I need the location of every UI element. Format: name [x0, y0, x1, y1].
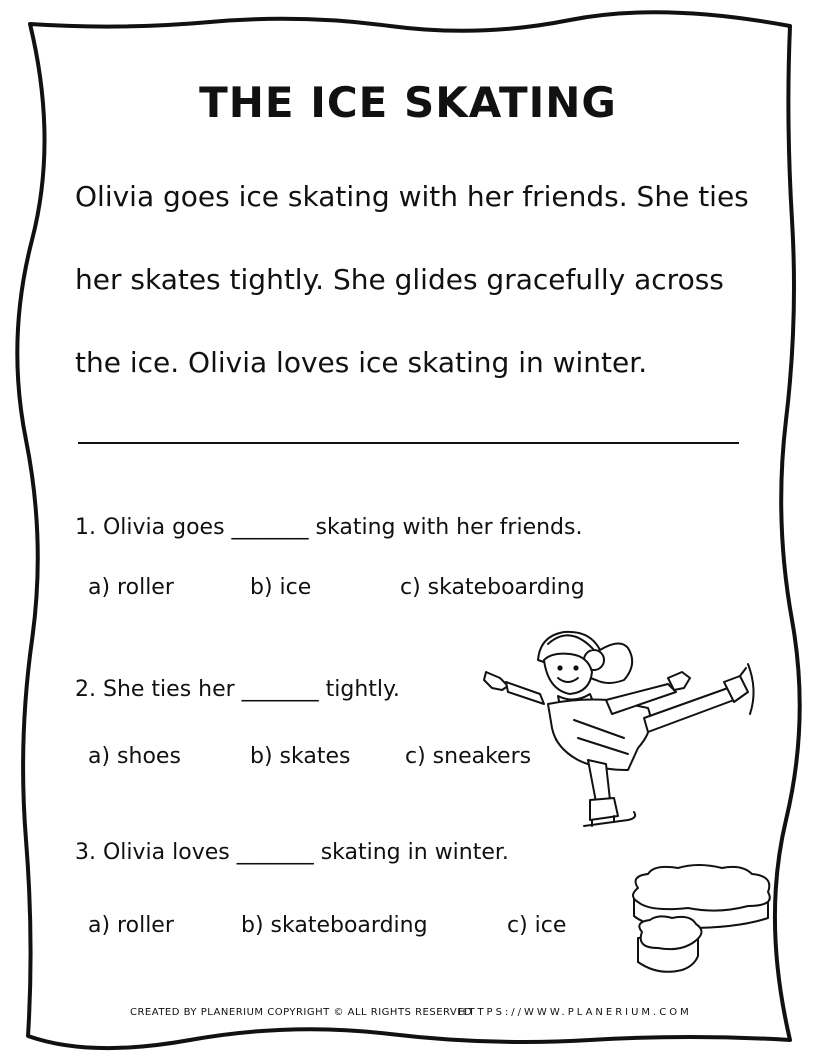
- footer-website-link[interactable]: HTTPS://WWW.PLANERIUM.COM: [458, 1007, 692, 1018]
- question-2: 2. She ties her _______ tightly.: [75, 677, 400, 702]
- ice-blocks-icon: [628, 862, 778, 982]
- question-1-option-c[interactable]: c) skateboarding: [400, 575, 585, 600]
- question-1: 1. Olivia goes _______ skating with her friends.: [75, 515, 583, 540]
- story-line-3: the ice. Olivia loves ice skating in winter.: [75, 346, 648, 379]
- question-2-option-a[interactable]: a) shoes: [88, 744, 181, 769]
- question-1-option-b[interactable]: b) ice: [250, 575, 312, 600]
- worksheet-title: THE ICE SKATING: [199, 78, 617, 127]
- question-3: 3. Olivia loves _______ skating in winter.: [75, 840, 509, 865]
- question-3-option-a[interactable]: a) roller: [88, 913, 174, 938]
- girl-ice-skating-icon: [478, 620, 768, 840]
- divider-line: [78, 442, 739, 444]
- question-2-option-c[interactable]: c) sneakers: [405, 744, 532, 769]
- question-3-option-b[interactable]: b) skateboarding: [241, 913, 428, 938]
- story-line-1: Olivia goes ice skating with her friends. She ties: [75, 180, 749, 213]
- question-3-option-c[interactable]: c) ice: [507, 913, 567, 938]
- question-1-option-a[interactable]: a) roller: [88, 575, 174, 600]
- footer-copyright: CREATED BY PLANERIUM COPYRIGHT © ALL RIGHTS RESERVED: [130, 1007, 473, 1018]
- question-2-option-b[interactable]: b) skates: [250, 744, 351, 769]
- story-line-2: her skates tightly. She glides gracefully across: [75, 263, 724, 296]
